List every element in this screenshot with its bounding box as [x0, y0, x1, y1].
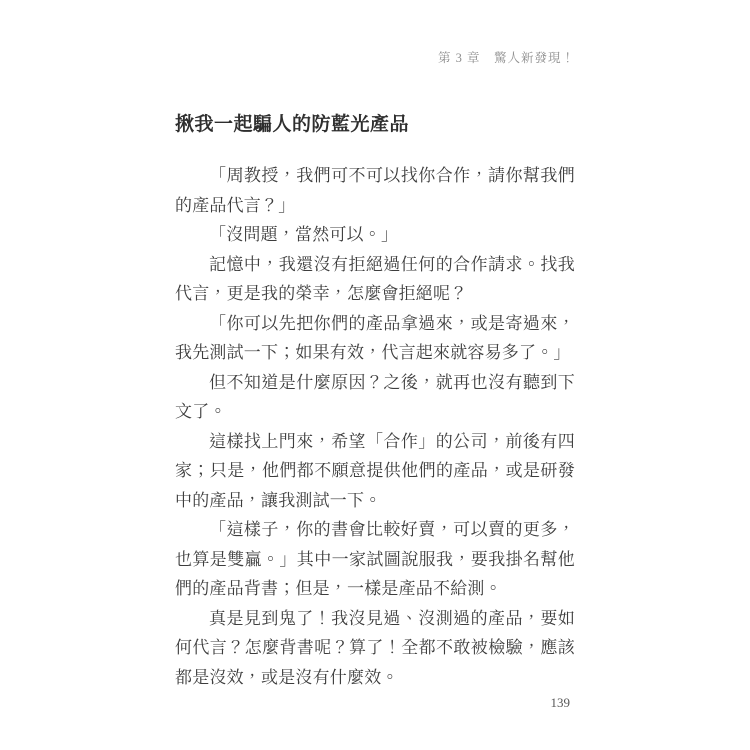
paragraph: 「周教授，我們可不可以找你合作，請你幫我們的產品代言？」	[175, 166, 575, 215]
paragraph: 真是見到鬼了！我沒見過、沒測過的產品，要如何代言？怎麼背書呢？算了！全都不敢被檢驗，應該都是沒效，或是沒有什麼效。	[175, 608, 575, 687]
running-header: 第 3 章 驚人新發現！	[437, 51, 575, 65]
paragraph: 但不知道是什麼原因？之後，就再也沒有聽到下文了。	[175, 372, 575, 421]
paragraph: 這樣找上門來，希望「合作」的公司，前後有四家；只是，他們都不願意提供他們的產品，或是研發中的產品，讓我測試一下。	[175, 431, 575, 510]
paragraph: 「你可以先把你們的產品拿過來，或是寄過來，我先測試一下；如果有效，代言起來就容易多了。」	[175, 313, 575, 362]
body-text	[175, 161, 575, 692]
paragraph: 「沒問題，當然可以。」	[209, 225, 399, 244]
page-number: 139	[550, 695, 570, 710]
paragraph: 記憶中，我還沒有拒絕過任何的合作請求。找我代言，更是我的榮幸，怎麼會拒絕呢？	[175, 254, 575, 303]
paragraph: 「這樣子，你的書會比較好賣，可以賣的更多，也算是雙贏。」其中一家試圖說服我，要我掛名幫他們的產品背書；但是，一樣是產品不給測。	[175, 520, 575, 598]
page-content	[175, 112, 575, 692]
section-heading: 揪我一起騙人的防藍光產品	[175, 114, 410, 135]
